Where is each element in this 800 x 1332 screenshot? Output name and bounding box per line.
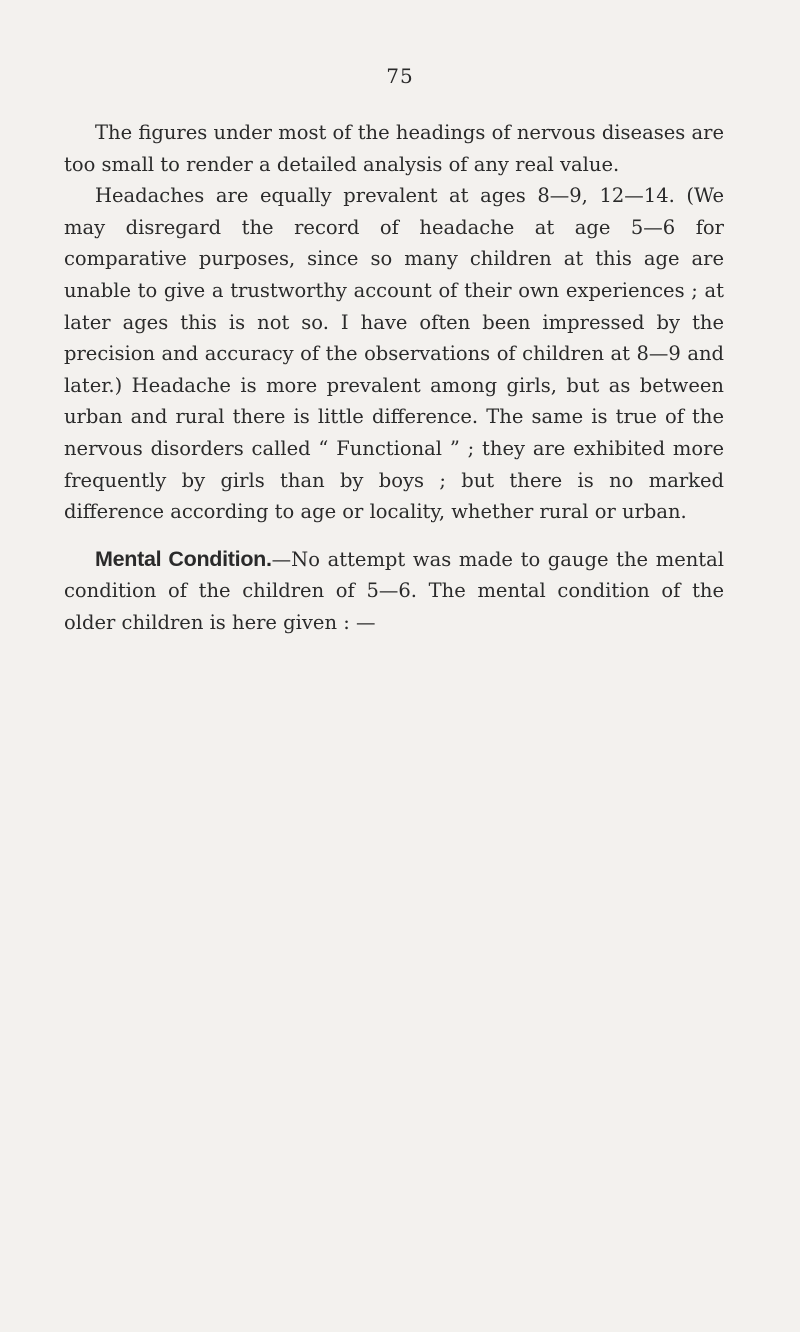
page-number: 75 [386, 64, 414, 88]
section-heading-mental-condition: Mental Condition. [95, 546, 272, 571]
paragraph-mental-condition-text: —No attempt was made to gauge the mental condition of the children of 5—6. The mental condition of the older children is here given : — [64, 547, 724, 634]
paragraph-mental-condition [64, 544, 724, 639]
paragraph-figures: The figures under most of the headings of nervous diseases are too small to render a detailed analysis of any real value. [64, 121, 724, 176]
body-text [64, 117, 724, 639]
paragraph-headaches: Headaches are equally prevalent at ages 8—9, 12—14. (We may disregard the record of headache at age 5—6 for comparative purposes, since so many children at this age are unable to give a trustworthy account of their own experiences ; at later ages this is not so. I have often been impressed by the precision and accuracy of the observations of children at 8—9 and later.) Headache is more prevalent among girls, but as between urban and rural there is little difference. The same is true of the nervous disorders called “ Functional ” ; they are exhibited more frequently by girls than by boys ; but there is no marked difference according to age or locality, whether rural or urban. [64, 184, 724, 524]
